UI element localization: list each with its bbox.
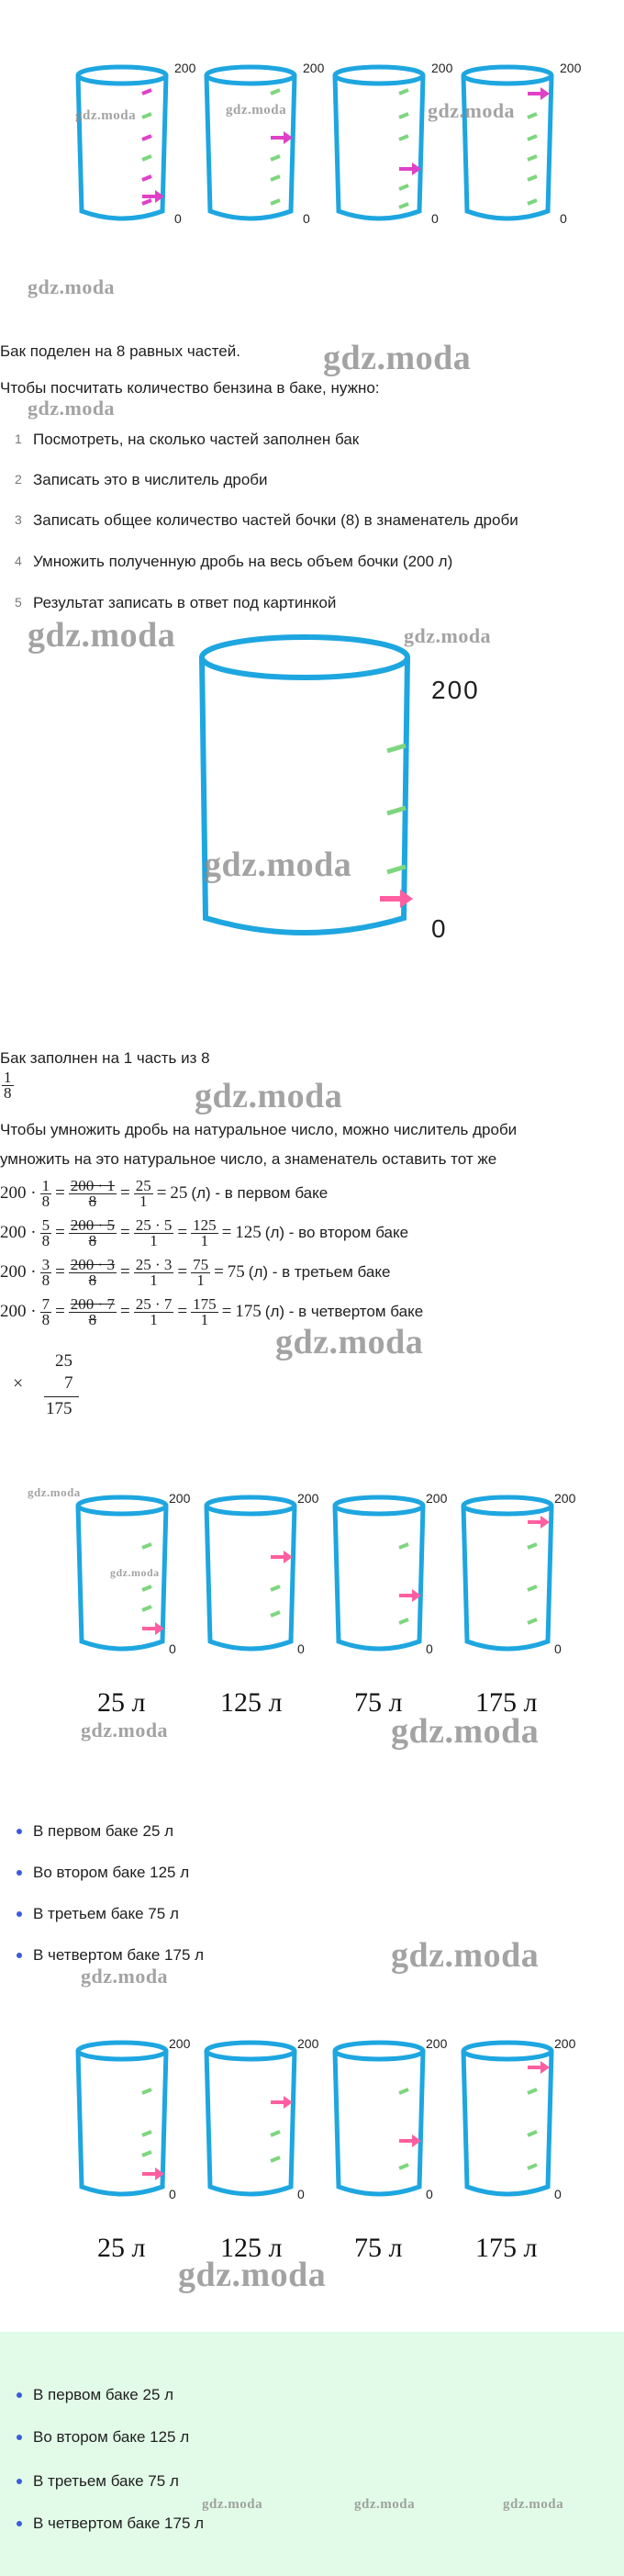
calc-row-2: 200 · $\frac{5}{8}$ = $\frac{200 \cdot 5}{8}$ = $\frac{25 \cdot 5}{1}$ = $\frac{125}{1}$ = 125 (л) - во втором баке [0,1215,409,1249]
fraction-1-8 [2,1070,14,1101]
list-item: В четвертом баке 175 л [33,1946,205,1964]
calc-result: 175 [235,1302,262,1321]
tank-caption-1: 25 л [97,2233,146,2263]
calc-label: (л) - во втором баке [264,1224,409,1241]
tank-1-scale-top: 200 [174,61,196,75]
list-item: В первом баке 25 л [33,2386,174,2403]
tank-caption-2: 125 л [220,2233,283,2263]
calc-mid: 175 [193,1294,217,1313]
calc-numerator: 200 · 7 [70,1294,115,1313]
calc-reduced: 25 · 3 [135,1255,173,1273]
step-number: 4 [15,554,22,568]
calc-mid: 125 [193,1215,217,1234]
tank-2-scale-top: 200 [297,2036,319,2051]
calc-reduced: 25 · 5 [135,1215,173,1234]
watermark: gdz.moda [391,1712,540,1751]
calc-label: (л) - в первом баке [191,1184,329,1202]
list-item: Посмотреть, на сколько частей заполнен бак [33,431,360,448]
watermark: gdz.moda [28,397,116,420]
column-mult-b: 7 [64,1373,73,1393]
tank-3-icon [329,2040,429,2205]
big-tank-icon [196,630,417,951]
tank-3-scale-top: 200 [426,2036,448,2051]
tank-2-scale-bottom: 0 [303,211,310,226]
bullet [17,2521,22,2526]
tank-2-scale-top: 200 [297,1491,319,1506]
tank-3-icon [329,64,429,230]
calc-reduced: 25 · 7 [135,1294,173,1313]
step-number: 2 [15,472,22,487]
explain-line-1: Бак заполнен на 1 часть из 8 [0,1049,210,1067]
step-number: 3 [15,512,22,527]
frac-den: 8 [4,1084,12,1102]
tank-1-scale-top: 200 [169,2036,191,2051]
tank-3-scale-top: 200 [426,1491,448,1506]
calc-result: 125 [235,1223,262,1242]
tank-4-scale-bottom: 0 [554,1641,562,1656]
watermark: gdz.moda [428,99,516,122]
tank-4-icon [457,64,558,230]
column-mult-line [44,1396,79,1397]
calc-mid: 75 [193,1255,209,1273]
intro-line-2: Чтобы посчитать количество бензина в баке, нужно: [0,379,380,397]
watermark: gdz.moda [75,108,137,123]
step-number: 1 [15,431,22,446]
tank-1-scale-bottom: 0 [169,1641,176,1656]
top-tanks-row [62,57,595,231]
tank-caption-1: 25 л [97,1687,146,1718]
tank-3-scale-top: 200 [431,61,453,75]
watermark: gdz.moda [110,1566,160,1579]
list-item: В первом баке 25 л [33,1822,174,1840]
watermark: gdz.moda [28,1485,81,1499]
tank-1-scale-bottom: 0 [174,211,182,226]
tank-2-icon [200,2040,301,2205]
calc-row-4: 200 · $\frac{7}{8}$ = $\frac{200 \cdot 7}{8}$ = $\frac{25 \cdot 7}{1}$ = $\frac{175}{1}$ = 175 (л) - в четвертом баке [0,1294,424,1328]
calc-result: 75 [227,1262,245,1282]
watermark: gdz.moda [404,624,492,647]
list-item: Записать это в числитель дроби [33,471,268,488]
list-item: Записать общее количество частей бочки (8) в знаменатель дроби [33,511,518,529]
tank-4-icon [457,2040,558,2205]
tank-3-scale-bottom: 0 [426,1641,433,1656]
tank-caption-3: 75 л [354,1687,403,1718]
calc-label: (л) - в третьем баке [248,1263,391,1281]
watermark: gdz.moda [226,103,287,118]
calc-numerator: 200 · 1 [70,1176,115,1194]
tank-4-scale-top: 200 [554,1491,576,1506]
watermark: gdz.moda [28,616,176,655]
tank-4-icon [457,1495,558,1660]
tank-caption-4: 175 л [475,1687,538,1718]
tank-caption-3: 75 л [354,2233,403,2263]
tank-4-scale-bottom: 0 [554,2187,562,2201]
bullet [17,1829,22,1834]
tank-4-scale-top: 200 [554,2036,576,2051]
calc-result: 25 [170,1183,188,1203]
watermark: gdz.moda [195,1077,343,1115]
tank-1-icon [72,64,173,230]
list-item: В третьем баке 75 л [33,1905,179,1922]
answer-panel [0,2332,624,2576]
explain-line-3: умножить на это натуральное число, а знаменатель оставить тот же [0,1150,497,1168]
watermark: gdz.moda [503,2497,564,2512]
tank-2-icon [200,1495,301,1660]
watermark: gdz.moda [81,1965,169,1988]
tank-1-scale-bottom: 0 [169,2187,176,2201]
list-item: Во втором баке 125 л [33,2428,190,2446]
calc-reduced: 25 [135,1176,151,1194]
bullet [17,2435,22,2440]
big-tank-scale-top: 200 [431,676,480,704]
tank-3-scale-bottom: 0 [426,2187,433,2201]
tank-3-icon [329,1495,429,1660]
frac-num: 1 [4,1069,12,1086]
tank-2-scale-top: 200 [303,61,325,75]
bullet [17,1870,22,1876]
watermark: gdz.moda [204,846,352,884]
bullet [17,2392,22,2398]
list-item: В четвертом баке 175 л [33,2514,205,2532]
list-item: Результат записать в ответ под картинкой [33,594,337,611]
watermark: gdz.moda [202,2497,263,2512]
third-tanks-row [62,2033,595,2207]
tank-caption-2: 125 л [220,1687,283,1718]
calc-row-1: 200 · $\frac{1}{8}$ = $\frac{200 \cdot 1}{8}$ = $\frac{25}{1}$ = 25 (л) - в первом баке [0,1176,329,1210]
list-item: В третьем баке 75 л [33,2472,179,2490]
calc-numerator: 200 · 5 [70,1215,115,1234]
tank-4-scale-top: 200 [560,61,582,75]
tank-caption-4: 175 л [475,2233,538,2263]
watermark: gdz.moda [323,339,472,377]
tank-2-icon [200,64,301,230]
intro-line-1: Бак поделен на 8 равных частей. [0,342,240,360]
bullet [17,1953,22,1958]
calc-label: (л) - в четвертом баке [264,1303,424,1320]
watermark: gdz.moda [178,2256,327,2294]
step-number: 5 [15,595,22,610]
watermark: gdz.moda [28,275,116,298]
tank-2-scale-bottom: 0 [297,2187,305,2201]
tank-2-scale-bottom: 0 [297,1641,305,1656]
bullet [17,1911,22,1917]
explain-line-2: Чтобы умножить дробь на натуральное число, можно числитель дроби [0,1121,518,1138]
column-mult-result: 175 [46,1399,72,1418]
watermark: gdz.moda [391,1936,540,1975]
watermark: gdz.moda [81,1719,169,1742]
list-item: Во втором баке 125 л [33,1864,190,1881]
tank-1-scale-top: 200 [169,1491,191,1506]
tank-4-scale-bottom: 0 [560,211,567,226]
tank-1-icon [72,2040,173,2205]
list-item: Умножить полученную дробь на весь объем бочки (200 л) [33,553,453,570]
watermark: gdz.moda [275,1323,424,1361]
calc-numerator: 200 · 3 [70,1255,115,1273]
big-tank-scale-bottom: 0 [431,914,446,943]
tank-3-scale-bottom: 0 [431,211,439,226]
column-mult-a: 25 [55,1351,72,1371]
watermark: gdz.moda [354,2497,416,2512]
column-mult-sign: × [13,1373,24,1394]
bullet [17,2479,22,2484]
calc-row-3: 200 · $\frac{3}{8}$ = $\frac{200 \cdot 3}{8}$ = $\frac{25 \cdot 3}{1}$ = $\frac{75}{1}$ = 75 (л) - в третьем баке [0,1255,391,1289]
